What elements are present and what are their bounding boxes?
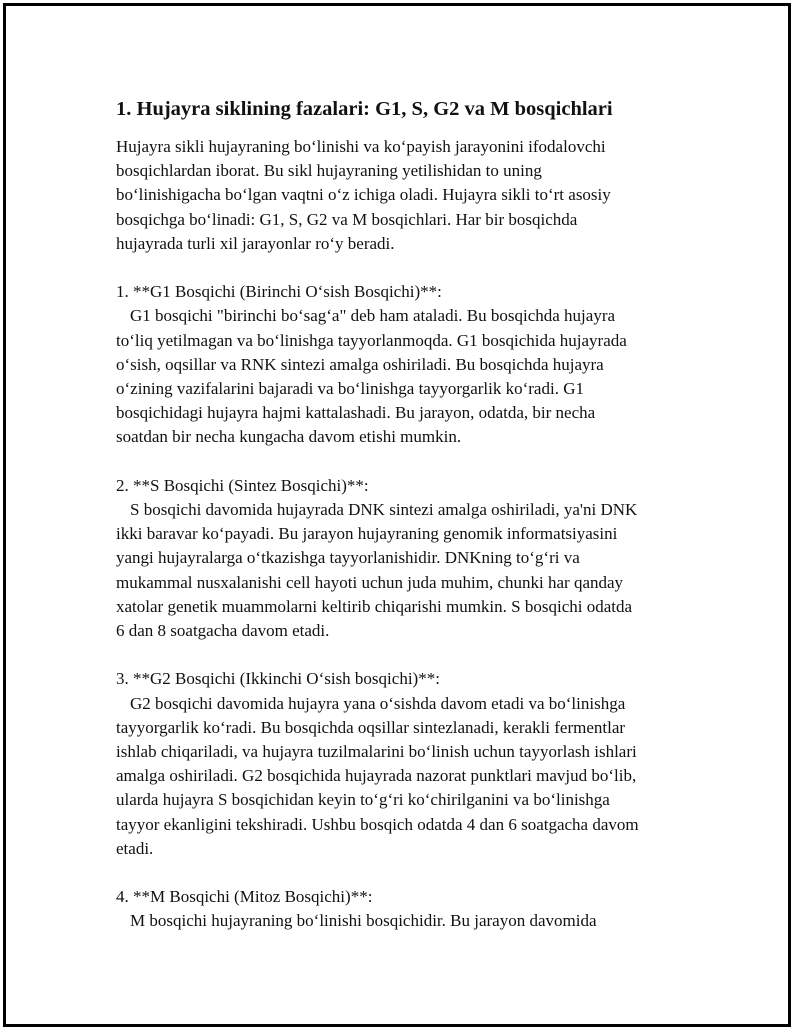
section-line: bosqichidagi hujayra hajmi kattalashadi. Bu jarayon, odatda, bir necha — [116, 403, 596, 423]
section-heading: 2. **S Bosqichi (Sintez Bosqichi)**: — [116, 475, 369, 495]
section-line: mukammal nusxalanishi cell hayoti uchun juda muhim, chunki har qanday — [116, 572, 624, 592]
section-line: ishlab chiqariladi, va hujayra tuzilmalarini bo‘linish uchun tayyorlash ishlari — [116, 742, 637, 762]
document-title: 1. Hujayra siklining fazalari: G1, S, G2 va M bosqichlari — [116, 98, 613, 120]
section-line: G1 bosqichi "birinchi bo‘sag‘a" deb ham ataladi. Bu bosqichda hujayra — [130, 306, 616, 326]
section-line: M bosqichi hujayraning bo‘linishi bosqichidir. Bu jarayon davomida — [130, 911, 597, 931]
section-line: tayyor ekanligini tekshiradi. Ushbu bosqich odatda 4 dan 6 soatgacha davom — [116, 814, 639, 834]
section-line: etadi. — [116, 838, 154, 858]
section-heading: 1. **G1 Bosqichi (Birinchi O‘sish Bosqichi)**: — [116, 282, 442, 302]
section-line: xatolar genetik muammolarni keltirib chiqarishi mumkin. S bosqichi odatda — [116, 596, 633, 616]
section-heading: 3. **G2 Bosqichi (Ikkinchi O‘sish bosqichi)**: — [116, 669, 440, 689]
section-line: yangi hujayralarga o‘tkazishga tayyorlanishidir. DNKning to‘g‘ri va — [116, 548, 580, 568]
section-line: tayyorgarlik ko‘radi. Bu bosqichda oqsillar sintezlanadi, kerakli fermentlar — [116, 717, 626, 737]
section-line: G2 bosqichi davomida hujayra yana o‘sishda davom etadi va bo‘linishga — [130, 693, 626, 713]
intro-paragraph — [116, 135, 716, 256]
section-line: o‘zining vazifalarini bajaradi va bo‘linishga tayyorgarlik ko‘radi. G1 — [116, 379, 584, 399]
intro-line: bo‘linishigacha bo‘lgan vaqtni o‘z ichiga oladi. Hujayra sikli to‘rt asosiy — [116, 185, 611, 205]
document-body — [116, 96, 716, 934]
section-line: to‘liq yetilmagan va bo‘linishga tayyorlanmoqda. G1 bosqichida hujayrada — [116, 330, 627, 350]
section-line: o‘sish, oqsillar va RNK sintezi amalga oshiriladi. Bu bosqichda hujayra — [116, 354, 604, 374]
intro-line: hujayrada turli xil jarayonlar ro‘y beradi. — [116, 233, 395, 253]
intro-line: bosqichga bo‘linadi: G1, S, G2 va M bosqichlari. Har bir bosqichda — [116, 209, 578, 229]
section-g1 — [116, 280, 716, 449]
section-s — [116, 474, 716, 643]
section-line: S bosqichi davomida hujayrada DNK sintezi amalga oshiriladi, ya'ni DNK — [130, 500, 638, 520]
section-line: 6 dan 8 soatgacha davom etadi. — [116, 621, 330, 641]
section-line: ularda hujayra S bosqichidan keyin to‘g‘ri ko‘chirilganini va bo‘linishga — [116, 790, 610, 810]
intro-line: bosqichlardan iborat. Bu sikl hujayraning yetilishidan to uning — [116, 161, 542, 181]
section-g2 — [116, 667, 716, 861]
section-m — [116, 885, 716, 933]
section-heading: 4. **M Bosqichi (Mitoz Bosqichi)**: — [116, 887, 373, 907]
section-line: ikki baravar ko‘payadi. Bu jarayon hujayraning genomik informatsiyasini — [116, 524, 618, 544]
section-line: soatdan bir necha kungacha davom etishi mumkin. — [116, 427, 462, 447]
section-line: amalga oshiriladi. G2 bosqichida hujayrada nazorat punktlari mavjud bo‘lib, — [116, 766, 637, 786]
intro-line: Hujayra sikli hujayraning bo‘linishi va ko‘payish jarayonini ifodalovchi — [116, 137, 606, 156]
